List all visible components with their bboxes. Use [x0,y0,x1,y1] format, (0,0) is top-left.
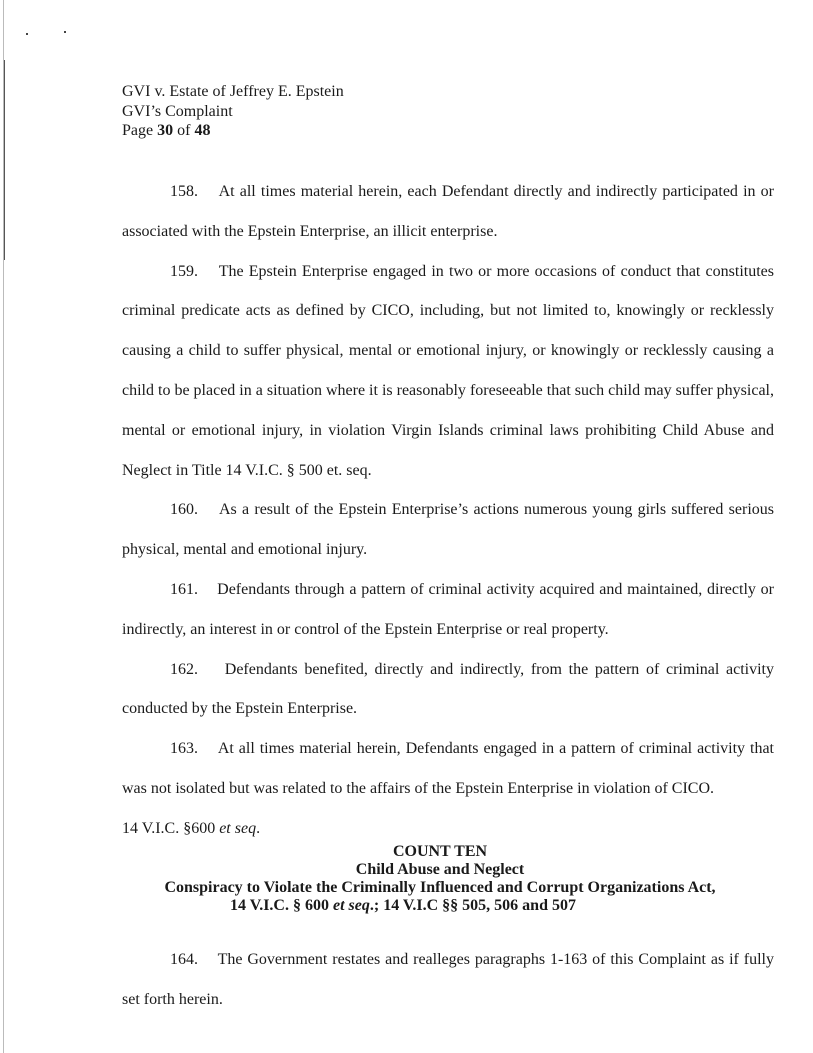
paragraph-161: 161. Defendants through a pattern of criminal activity acquired and maintained, directly or indirectly, an interest in or control of the Epstein Enterprise or real property. [122,580,774,638]
count-heading [100,843,780,915]
count-statutes: 14 V.I.C. § 600 et seq.; 14 V.I.C §§ 505, 506 and 507 [230,897,576,914]
paragraph-164: 164. The Government restates and realleges paragraphs 1-163 of this Complaint as if fully set forth herein. [122,951,774,1008]
paragraph-163: 163. At all times material herein, Defendants engaged in a pattern of criminal activity that was not isolated but was related to the affairs of the Epstein Enterprise in violation of CICO. 14 V.I.C. §600 et seq. [122,740,774,837]
document-body-continued [122,940,774,1020]
count-description: Conspiracy to Violate the Criminally Influenced and Corrupt Organizations Act, [164,879,716,896]
scan-speck [64,31,66,33]
count-subtitle: Child Abuse and Neglect [355,861,525,878]
count-title: COUNT TEN [392,843,488,860]
document-title: GVI’s Complaint [122,102,233,120]
page-header [122,82,344,141]
paragraph-159: 159. The Epstein Enterprise engaged in two or more occasions of conduct that constitutes criminal predicate acts as defined by CICO, including, but not limited to, knowingly or recklessly causing a child to suffer physical, mental or emotional injury, or knowingly or recklessly causing a child to be placed in a situation where it is reasonably foreseeable that such child may suffer physical, mental or emotional injury, in violation Virgin Islands criminal laws prohibiting Child Abuse and Neglect in Title 14 V.I.C. § 500 et. seq. [122,262,774,479]
document-body [122,172,774,849]
page-number: Page 30 of 48 [122,122,211,139]
paragraph-162: 162. Defendants benefited, directly and indirectly, from the pattern of criminal activity conducted by the Epstein Enterprise. [122,660,774,718]
paragraph-160: 160. As a result of the Epstein Enterprise’s actions numerous young girls suffered serious physical, mental and emotional injury. [122,501,775,559]
scan-speck [26,33,28,35]
paragraph-158: 158. At all times material herein, each Defendant directly and indirectly participated in or associated with the Epstein Enterprise, an illicit enterprise. [122,183,774,240]
scan-edge-line [4,60,5,260]
case-caption: GVI v. Estate of Jeffrey E. Epstein [122,83,344,100]
citation: 14 V.I.C. §600 et seq. [122,819,261,837]
